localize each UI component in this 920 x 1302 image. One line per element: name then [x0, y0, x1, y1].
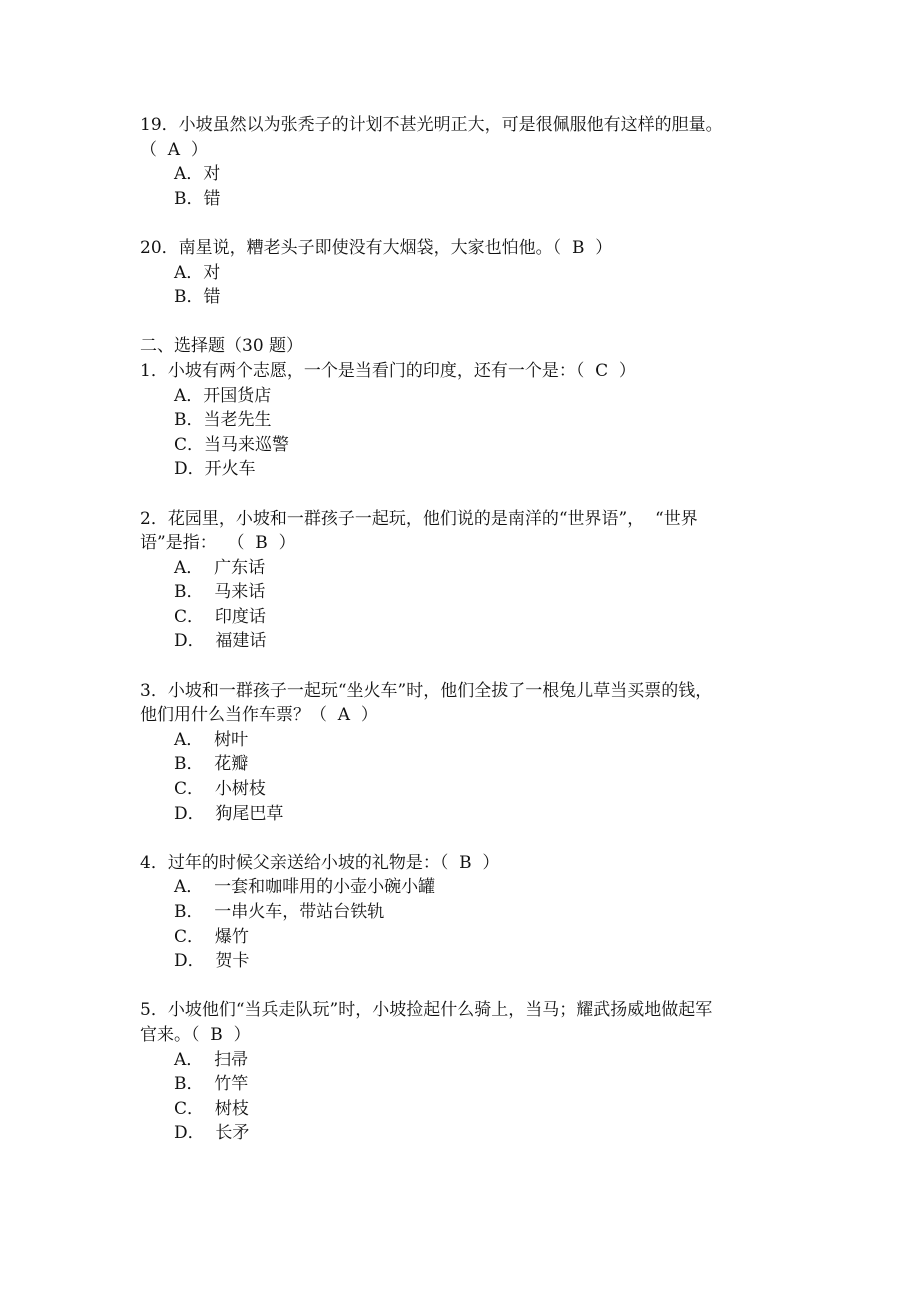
- question-text-cont: 他们用什么当作车票？（ A ）: [140, 705, 378, 726]
- option-d: D． 贺卡: [174, 951, 250, 972]
- option-c: C． 爆竹: [174, 926, 249, 947]
- option-a: A． 树叶: [174, 729, 249, 750]
- option-d: D． 狗尾巴草: [174, 803, 284, 824]
- question-text: 4．过年的时候父亲送给小坡的礼物是：（ B ）: [140, 852, 500, 873]
- question-text: 20．南星说，糟老头子即使没有大烟袋，大家也怕他。（ B ）: [140, 237, 613, 258]
- option-b: B．错: [174, 188, 221, 209]
- option-b: B． 一串火车，带站台铁轨: [174, 902, 385, 922]
- option-b: B．错: [174, 287, 221, 308]
- option-b: B．当老先生: [174, 410, 272, 431]
- question-text: 1．小坡有两个志愿，一个是当看门的印度，还有一个是：（ C ）: [140, 360, 636, 381]
- question-text: 3．小坡和一群孩子一起玩“坐火车”时，他们全拔了一根兔儿草当买票的钱，: [140, 680, 713, 701]
- option-b: B． 花瓣: [174, 754, 249, 775]
- section-title: 二、选择题（30 题）: [140, 336, 304, 357]
- option-d: D． 福建话: [174, 631, 267, 652]
- option-a: A． 广东话: [174, 557, 266, 578]
- question-mc-1: [140, 359, 780, 482]
- option-a: A． 一套和咖啡用的小壶小碗小罐: [174, 877, 436, 898]
- question-text: 2．花园里，小坡和一群孩子一起玩，他们说的是南洋的“世界语”， “世界: [140, 508, 698, 529]
- option-d: D．开火车: [174, 459, 256, 480]
- option-a: A．开国货店: [174, 385, 272, 406]
- option-a: A．对: [174, 164, 221, 185]
- option-c: C．当马来巡警: [174, 434, 290, 455]
- option-c: C． 树枝: [174, 1098, 249, 1119]
- question-mc-4: [140, 851, 780, 974]
- question-text-cont: 语”是指： （ B ）: [140, 533, 296, 554]
- question-mc-5: [140, 998, 780, 1146]
- document-page: [140, 113, 780, 1146]
- question-text-cont: 官来。（ B ）: [140, 1024, 251, 1045]
- question-text: 19．小坡虽然以为张秃子的计划不甚光明正大，可是很佩服他有这样的胆量。: [140, 115, 723, 135]
- option-c: C． 印度话: [174, 606, 266, 627]
- question-19: [140, 113, 780, 211]
- question-20: [140, 236, 780, 310]
- option-d: D． 长矛: [174, 1123, 250, 1144]
- option-c: C． 小树枝: [174, 779, 266, 800]
- question-text: 5．小坡他们“当兵走队玩”时，小坡捡起什么骑上，当马；耀武扬威地做起军: [140, 1000, 713, 1021]
- option-a: A．对: [174, 262, 221, 283]
- answer-line: （ A ）: [140, 139, 208, 160]
- option-a: A． 扫帚: [174, 1049, 249, 1070]
- question-mc-3: [140, 679, 780, 827]
- option-b: B． 竹竿: [174, 1074, 249, 1095]
- option-b: B． 马来话: [174, 582, 266, 603]
- question-mc-2: [140, 507, 780, 655]
